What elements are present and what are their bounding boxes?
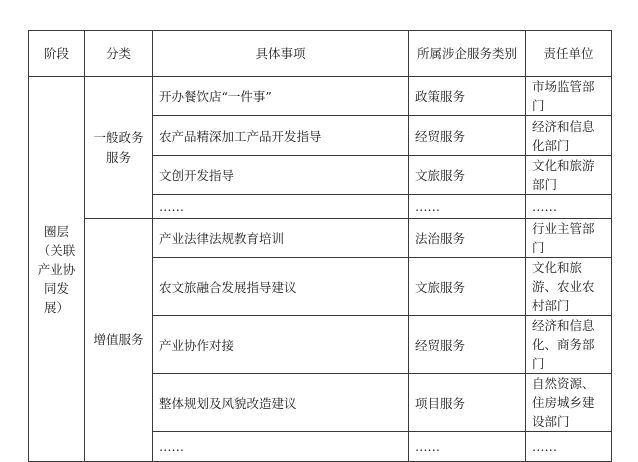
unit-cell: …… xyxy=(526,195,612,219)
header-category: 分类 xyxy=(85,31,153,77)
service-type-cell: 文旅服务 xyxy=(409,156,526,195)
item-cell: …… xyxy=(153,195,409,219)
item-cell: …… xyxy=(153,432,409,462)
service-type-cell: 经贸服务 xyxy=(409,116,526,156)
header-unit: 责任单位 xyxy=(526,31,612,77)
unit-cell: 行业主管部门 xyxy=(526,219,612,258)
service-type-cell: 政策服务 xyxy=(409,77,526,116)
unit-cell: 市场监管部门 xyxy=(526,77,612,116)
unit-cell: 文化和旅游、农业农村部门 xyxy=(526,258,612,316)
unit-cell: 自然资源、住房城乡建设部门 xyxy=(526,374,612,432)
service-type-cell: 文旅服务 xyxy=(409,258,526,316)
item-cell: 产业法律法规教育培训 xyxy=(153,219,409,258)
service-type-cell: 经贸服务 xyxy=(409,316,526,374)
item-cell: 产业协作对接 xyxy=(153,316,409,374)
table-row xyxy=(29,219,612,258)
service-table xyxy=(28,30,612,462)
header-item: 具体事项 xyxy=(153,31,409,77)
table-header-row xyxy=(29,31,612,77)
item-cell: 文创开发指导 xyxy=(153,156,409,195)
header-service-type: 所属涉企服务类别 xyxy=(409,31,526,77)
service-type-cell: 法治服务 xyxy=(409,219,526,258)
item-cell: 农产品精深加工产品开发指导 xyxy=(153,116,409,156)
service-type-cell: …… xyxy=(409,195,526,219)
item-cell: 整体规划及风貌改造建议 xyxy=(153,374,409,432)
unit-cell: 文化和旅游部门 xyxy=(526,156,612,195)
unit-cell: 经济和信息化部门 xyxy=(526,116,612,156)
stage-cell: 圈层（关联产业协同发展） xyxy=(29,77,85,462)
header-stage: 阶段 xyxy=(29,31,85,77)
item-cell: 开办餐饮店“一件事” xyxy=(153,77,409,116)
category-cell-value-added: 增值服务 xyxy=(85,219,153,462)
table-row xyxy=(29,77,612,116)
service-type-cell: 项目服务 xyxy=(409,374,526,432)
item-cell: 农文旅融合发展指导建议 xyxy=(153,258,409,316)
unit-cell: 经济和信息化、商务部门 xyxy=(526,316,612,374)
category-cell-general: 一般政务服务 xyxy=(85,77,153,219)
unit-cell: …… xyxy=(526,432,612,462)
service-type-cell: …… xyxy=(409,432,526,462)
